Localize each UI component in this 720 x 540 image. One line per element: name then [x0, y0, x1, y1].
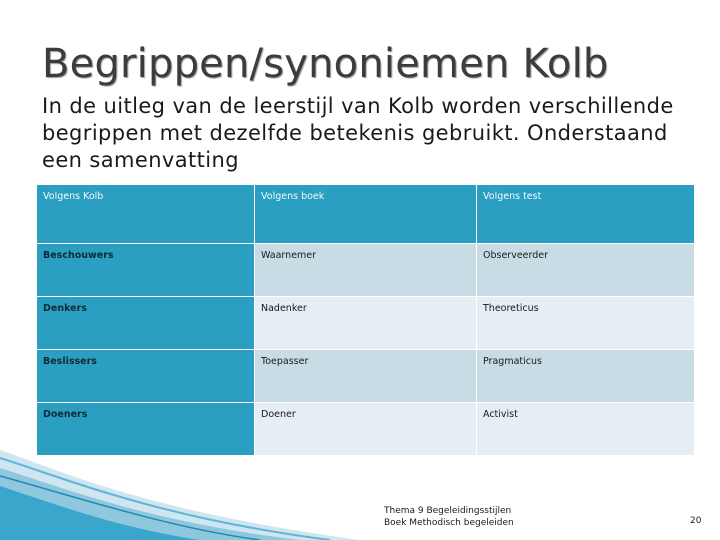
table-cell: Doener [255, 403, 477, 456]
table-cell: Beschouwers [37, 244, 255, 297]
table-cell: Theoreticus [477, 297, 695, 350]
table-cell: Waarnemer [255, 244, 477, 297]
table-header-row [37, 185, 695, 244]
footer-line: Thema 9 Begeleidingsstijlen [384, 506, 512, 516]
table-row [37, 297, 695, 350]
table-row [37, 403, 695, 456]
table-cell: Beslissers [37, 350, 255, 403]
slide-title: Begrippen/synoniemen Kolb [42, 41, 609, 87]
page-number: 20 [690, 516, 702, 526]
header-cell: Volgens Kolb [37, 185, 255, 244]
table-cell: Doeners [37, 403, 255, 456]
header-cell: Volgens boek [255, 185, 477, 244]
table-cell: Pragmaticus [477, 350, 695, 403]
table-cell: Observeerder [477, 244, 695, 297]
header-cell: Volgens test [477, 185, 695, 244]
synonyms-table [36, 184, 695, 456]
table-cell: Denkers [37, 297, 255, 350]
table-row [37, 244, 695, 297]
table-cell: Toepasser [255, 350, 477, 403]
table-cell: Nadenker [255, 297, 477, 350]
table-row [37, 350, 695, 403]
footer-line: Boek Methodisch begeleiden [384, 518, 514, 528]
table-cell: Activist [477, 403, 695, 456]
slide-footer [384, 505, 514, 529]
slide-intro-text: In de uitleg van de leerstijl van Kolb worden verschillende begrippen met dezelfde betekenis gebruikt. Onderstaand een samenvatting [42, 94, 674, 172]
